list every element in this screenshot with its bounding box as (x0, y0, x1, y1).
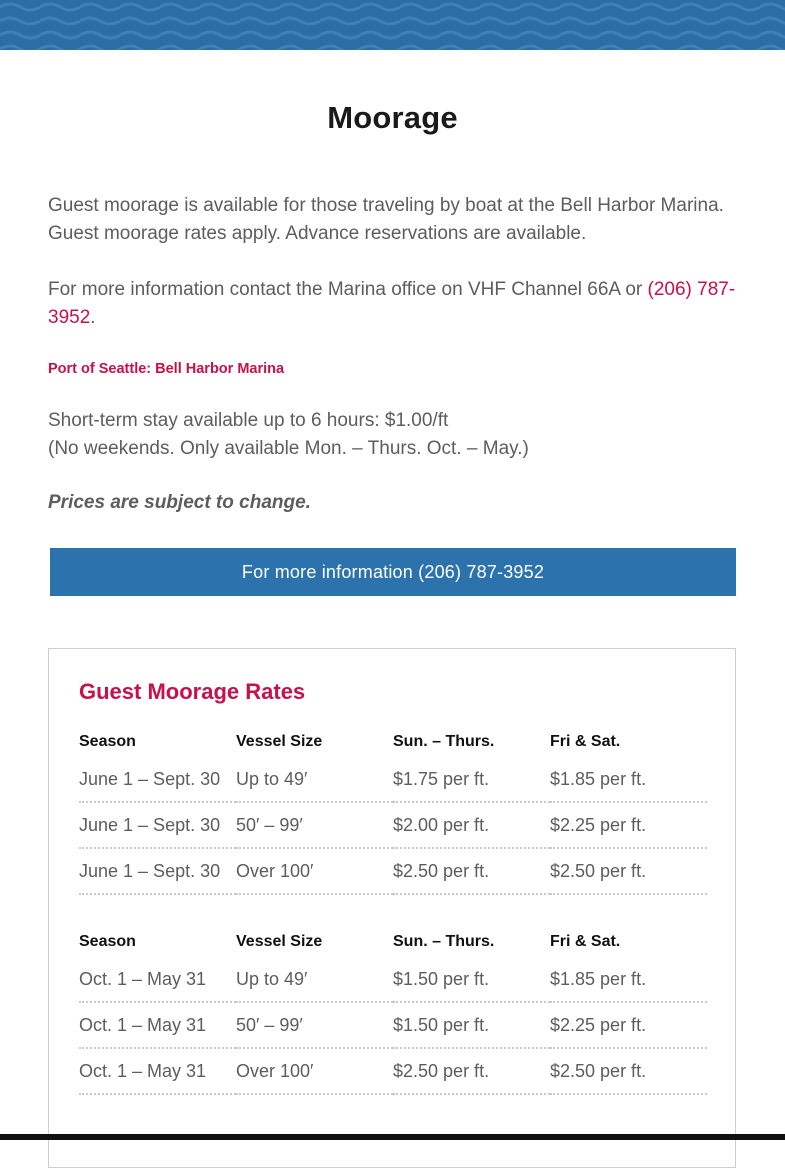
price-notice: Prices are subject to change. (48, 492, 311, 513)
rates-card (48, 648, 736, 1168)
table-row (79, 848, 707, 894)
header-vessel-size: Vessel Size (236, 933, 323, 950)
table-row (79, 957, 707, 1002)
header-season: Season (79, 733, 136, 750)
season-cell: Oct. 1 – May 31 (79, 957, 236, 1002)
fri-sat-rate-cell: $1.85 per ft. (550, 957, 707, 1002)
vessel-size-cell: 50′ – 99′ (236, 1002, 393, 1048)
table-row (79, 757, 707, 802)
table-row (79, 1048, 707, 1094)
vessel-size-cell: Up to 49′ (236, 757, 393, 802)
header-sun-thurs: Sun. – Thurs. (393, 733, 495, 750)
sun-thurs-rate-cell: $2.50 per ft. (393, 1048, 550, 1094)
vessel-size-cell: Over 100′ (236, 848, 393, 894)
short-term-line-1: Short-term stay available up to 6 hours: $1.00/ft (48, 410, 449, 431)
header-sun-thurs: Sun. – Thurs. (393, 933, 495, 950)
vessel-size-cell: Over 100′ (236, 1048, 393, 1094)
fri-sat-rate-cell: $2.25 per ft. (550, 1002, 707, 1048)
contact-end: . (90, 307, 96, 328)
vessel-size-cell: Up to 49′ (236, 957, 393, 1002)
season-cell: June 1 – Sept. 30 (79, 848, 236, 894)
season-cell: June 1 – Sept. 30 (79, 757, 236, 802)
season-cell: Oct. 1 – May 31 (79, 1048, 236, 1094)
header-vessel-size: Vessel Size (236, 733, 323, 750)
wave-header-banner (0, 0, 785, 50)
short-term-paragraph (48, 407, 738, 463)
marina-link[interactable]: Port of Seattle: Bell Harbor Marina (48, 361, 285, 377)
table-header-row (79, 933, 707, 957)
page-title: Moorage (327, 100, 458, 135)
header-season: Season (79, 933, 136, 950)
sun-thurs-rate-cell: $1.75 per ft. (393, 757, 550, 802)
sun-thurs-rate-cell: $1.50 per ft. (393, 1002, 550, 1048)
sun-thurs-rate-cell: $2.00 per ft. (393, 802, 550, 848)
fri-sat-rate-cell: $2.50 per ft. (550, 1048, 707, 1094)
fri-sat-rate-cell: $2.50 per ft. (550, 848, 707, 894)
summer-rates-table (79, 733, 707, 895)
table-row (79, 802, 707, 848)
more-info-button[interactable]: For more information (206) 787-3952 (50, 548, 736, 596)
header-fri-sat: Fri & Sat. (550, 933, 621, 950)
contact-paragraph (48, 276, 738, 332)
rates-title: Guest Moorage Rates (79, 679, 306, 704)
table-header-row (79, 733, 707, 757)
intro-paragraph: Guest moorage is available for those traveling by boat at the Bell Harbor Marina. Guest moorage rates apply. Advance reservations are available. (48, 195, 724, 244)
vessel-size-cell: 50′ – 99′ (236, 802, 393, 848)
header-fri-sat: Fri & Sat. (550, 733, 621, 750)
short-term-line-2: (No weekends. Only available Mon. – Thurs. Oct. – May.) (48, 438, 529, 459)
winter-rates-table (79, 933, 707, 1095)
wave-pattern-icon (0, 0, 785, 50)
contact-text: For more information contact the Marina office on VHF Channel 66A or (48, 279, 648, 300)
fri-sat-rate-cell: $1.85 per ft. (550, 757, 707, 802)
season-cell: June 1 – Sept. 30 (79, 802, 236, 848)
season-cell: Oct. 1 – May 31 (79, 1002, 236, 1048)
sun-thurs-rate-cell: $1.50 per ft. (393, 957, 550, 1002)
bottom-bar (0, 1134, 785, 1140)
fri-sat-rate-cell: $2.25 per ft. (550, 802, 707, 848)
sun-thurs-rate-cell: $2.50 per ft. (393, 848, 550, 894)
phone-link[interactable]: (206) 787-3952 (48, 279, 736, 328)
table-row (79, 1002, 707, 1048)
